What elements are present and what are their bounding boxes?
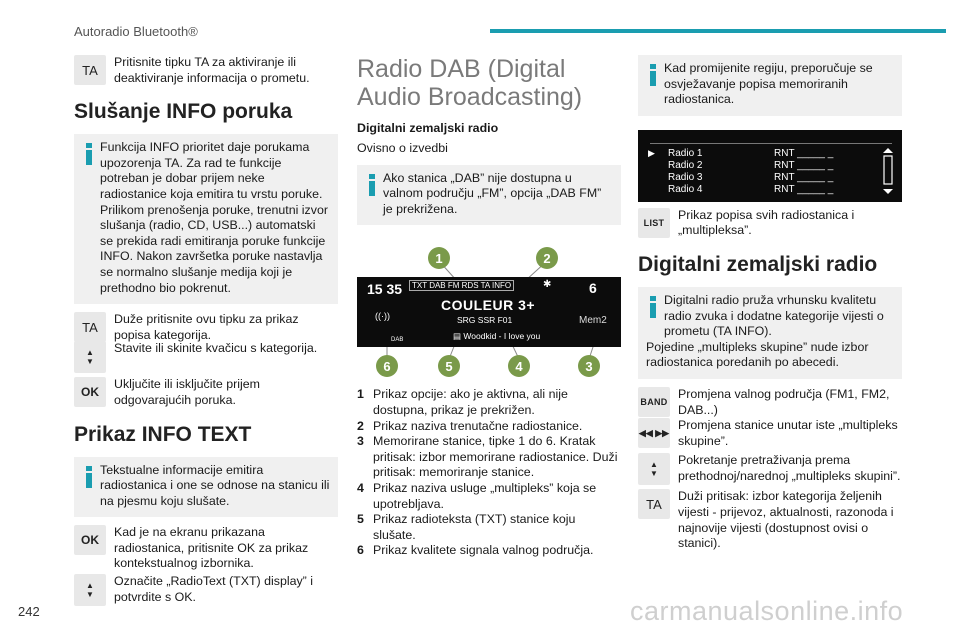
preset-list-divider bbox=[650, 143, 892, 144]
text-note-rest: radiostanica i one se odnose na stanicu ili na pjesmu koju slušate. bbox=[100, 478, 330, 508]
info-note-first: Funkcija INFO prioritet daje porukama bbox=[100, 140, 310, 155]
band-row bbox=[638, 387, 902, 418]
preset-rnt: RNT _____ _ bbox=[774, 171, 834, 183]
skip-text: Promjena stanice unutar iste „multipleks skupine”. bbox=[678, 418, 898, 448]
search-text: Pokretanje pretraživanja prema prethodnoj/narednoj „multipleks skupini”. bbox=[678, 453, 901, 483]
preset-list-screen bbox=[638, 130, 902, 202]
digital-note bbox=[638, 287, 902, 379]
page-number: 242 bbox=[18, 604, 40, 619]
legend-text: Prikaz naziva usluge „multipleks” koja se upotrebljava. bbox=[373, 480, 597, 511]
callout-2: 2 bbox=[536, 247, 558, 269]
screen-time: 15 35 bbox=[367, 281, 403, 298]
legend-num: 1 bbox=[357, 387, 364, 402]
screen-multiplex: SRG SSR F01 bbox=[457, 315, 513, 326]
screen-dab: DAB bbox=[391, 337, 404, 344]
bluetooth-icon: ✱ bbox=[543, 279, 552, 291]
legend-num: 2 bbox=[357, 418, 364, 433]
ta-button-row bbox=[74, 55, 338, 86]
text-note-first: Tekstualne informacije emitira bbox=[100, 462, 264, 477]
callout-3: 3 bbox=[578, 355, 600, 377]
legend-item bbox=[357, 434, 621, 481]
preset-name: Radio 1 bbox=[668, 147, 703, 159]
info-icon bbox=[369, 174, 375, 196]
up-down-arrows-icon: ▲ ▼ bbox=[74, 341, 106, 373]
skip-arrows-icon: ◀◀ ▶▶ bbox=[638, 418, 670, 448]
section-info-title: Slušanje INFO poruka bbox=[74, 100, 293, 124]
legend-item bbox=[357, 419, 621, 435]
info-ok-row bbox=[74, 377, 338, 408]
info-ok-text: Uključite ili isključite prijem odgovarajućih poruka. bbox=[114, 377, 260, 407]
watermark: carmanualsonline.info bbox=[630, 596, 904, 626]
screen-legend bbox=[357, 387, 621, 559]
column-2 bbox=[357, 55, 621, 559]
digital-note-rest: radio zvuka i dodatne kategorije vijesti o prometu (TA INFO). bbox=[664, 308, 884, 339]
screen-station-name: COULEUR 3+ bbox=[441, 297, 536, 314]
text-arrows-text: Označite „RadioText (TXT) display” i potvrdite s OK. bbox=[114, 574, 313, 604]
search-row bbox=[638, 453, 902, 485]
legend-num: 5 bbox=[357, 512, 364, 527]
column-1 bbox=[74, 55, 338, 610]
digital-section-title: Digitalni zemaljski radio bbox=[638, 252, 878, 276]
band-key-icon: BAND bbox=[638, 387, 670, 417]
region-note-rest: osvježavanje popisa memoriranih radiostanica. bbox=[664, 76, 848, 107]
info-icon bbox=[650, 64, 656, 86]
digital-note-first: Digitalni radio pruža vrhunsku kvalitetu bbox=[664, 292, 877, 307]
dab-intro: Ovisno o izvedbi bbox=[357, 141, 448, 155]
info-note-rest: upozorenja TA. Za rad te funkcije potreban je dobar prijem neke radiostanice koja emitira tu vrstu poruke. Prilikom prenošenja poruke, trenutni izvor slušanja (radio, CD, USB...) automatski se prekida radi emitiranja poruke funkcije INFO. Nakon završetka poruke nastavlja se normalno slušanje medija koji je prethodno bio pokrenut. bbox=[100, 155, 328, 295]
digital-ta-row bbox=[638, 489, 902, 551]
info-ta-row bbox=[74, 312, 338, 343]
callout-1: 1 bbox=[428, 247, 450, 269]
legend-text: Memorirane stanice, tipke 1 do 6. Kratak pritisak: izbor memorirane radiostanice. Duži pritisak: memoriranje stanice. bbox=[373, 434, 618, 480]
dab-subtitle: Digitalni zemaljski radio bbox=[357, 121, 499, 135]
up-down-arrows-icon: ▲ ▼ bbox=[74, 574, 106, 606]
text-ok-text: Kad je na ekranu prikazana radiostanica, pritisnite OK za prikaz kontekstualnog izbornika. bbox=[114, 525, 309, 571]
screen-mem: Mem2 bbox=[579, 315, 607, 327]
region-note-first: Kad promijenite regiju, preporučuje se bbox=[664, 61, 873, 75]
scrollbar-icon bbox=[882, 148, 894, 194]
preset-name: Radio 2 bbox=[668, 159, 703, 171]
screen-flags: TXT DAB FM RDS TA INFO bbox=[409, 280, 514, 291]
info-arrows-row bbox=[74, 341, 338, 373]
preset-rnt: RNT _____ _ bbox=[774, 147, 834, 159]
legend-text: Prikaz naziva trenutačne radiostanice. bbox=[373, 418, 583, 433]
preset-name: Radio 3 bbox=[668, 171, 703, 183]
digital-ta-text: Duži pritisak: izbor kategorija željenih vijesti - prijevoz, aktualnosti, razonoda i najnovije vijesti (dostupnost ovisi o stanici). bbox=[678, 489, 894, 551]
ta-button-text: Pritisnite tipku TA za aktiviranje ili deaktiviranje informacija o prometu. bbox=[114, 55, 310, 85]
text-arrows-row bbox=[74, 574, 338, 606]
ok-key-icon: OK bbox=[74, 525, 106, 555]
legend-num: 6 bbox=[357, 543, 364, 558]
dab-note bbox=[357, 165, 621, 226]
list-row bbox=[638, 208, 902, 239]
legend-text: Prikaz kvalitete signala valnog područja. bbox=[373, 543, 594, 558]
radio-screen bbox=[357, 277, 621, 347]
legend-item bbox=[357, 512, 621, 543]
callout-5: 5 bbox=[438, 355, 460, 377]
ta-key-icon: TA bbox=[74, 312, 106, 342]
legend-num: 4 bbox=[357, 480, 364, 495]
callout-6: 6 bbox=[376, 355, 398, 377]
radio-screen-figure bbox=[357, 247, 621, 377]
column-3 bbox=[638, 55, 902, 556]
preset-rnt: RNT _____ _ bbox=[774, 159, 834, 171]
info-arrows-text: Stavite ili skinite kvačicu s kategorija. bbox=[114, 341, 318, 356]
list-text: Prikaz popisa svih radiostanica i „multipleksa”. bbox=[678, 207, 855, 238]
info-icon bbox=[86, 143, 92, 165]
header-title: Autoradio Bluetooth® bbox=[74, 24, 198, 39]
ok-key-icon: OK bbox=[74, 377, 106, 407]
preset-name: Radio 4 bbox=[668, 183, 703, 195]
up-down-arrows-icon: ▲ ▼ bbox=[638, 453, 670, 485]
legend-item bbox=[357, 543, 621, 559]
dab-note-first: Ako stanica „DAB” nije dostupna u bbox=[383, 170, 572, 185]
screen-radiotext: ▤ Woodkid - I love you bbox=[453, 331, 541, 342]
screen-preset-number: 6 bbox=[589, 280, 597, 297]
signal-icon: ((·)) bbox=[375, 311, 390, 322]
region-note bbox=[638, 55, 902, 116]
ta-key-icon: TA bbox=[74, 55, 106, 85]
legend-text: Prikaz opcije: ako je aktivna, ali nije dostupna, prikaz je prekrižen. bbox=[373, 387, 568, 417]
screen-radiotext-label: Woodkid - I love you bbox=[463, 331, 541, 342]
section-text-title: Prikaz INFO TEXT bbox=[74, 422, 252, 446]
dab-note-rest: valnom području „FM”, opcija „DAB FM” je prekrižena. bbox=[383, 186, 602, 216]
legend-item bbox=[357, 481, 621, 512]
info-icon bbox=[650, 296, 656, 318]
band-text: Promjena valnog područja (FM1, FM2, DAB...) bbox=[678, 386, 890, 417]
dab-title: Radio DAB (Digital Audio Broadcasting) bbox=[357, 55, 583, 111]
callout-4: 4 bbox=[508, 355, 530, 377]
info-note bbox=[74, 134, 338, 304]
text-note bbox=[74, 457, 338, 518]
digital-note-extra: Pojedine „multipleks skupine” nude izbor radiostanica poredanih po abecedi. bbox=[646, 339, 869, 370]
info-ta-text: Duže pritisnite ovu tipku za prikaz popisa kategorija. bbox=[114, 312, 299, 342]
list-key-icon: LIST bbox=[638, 208, 670, 238]
ta-key-icon: TA bbox=[638, 489, 670, 519]
info-icon bbox=[86, 466, 92, 488]
legend-item bbox=[357, 387, 621, 418]
preset-rnt: RNT _____ _ bbox=[774, 183, 834, 195]
skip-row bbox=[638, 418, 902, 449]
header-accent-bar bbox=[490, 29, 946, 33]
text-ok-row bbox=[74, 525, 338, 572]
legend-num: 3 bbox=[357, 434, 364, 449]
legend-text: Prikaz radioteksta (TXT) stanice koju slušate. bbox=[373, 512, 576, 542]
play-arrow-icon: ▶ bbox=[648, 147, 655, 158]
